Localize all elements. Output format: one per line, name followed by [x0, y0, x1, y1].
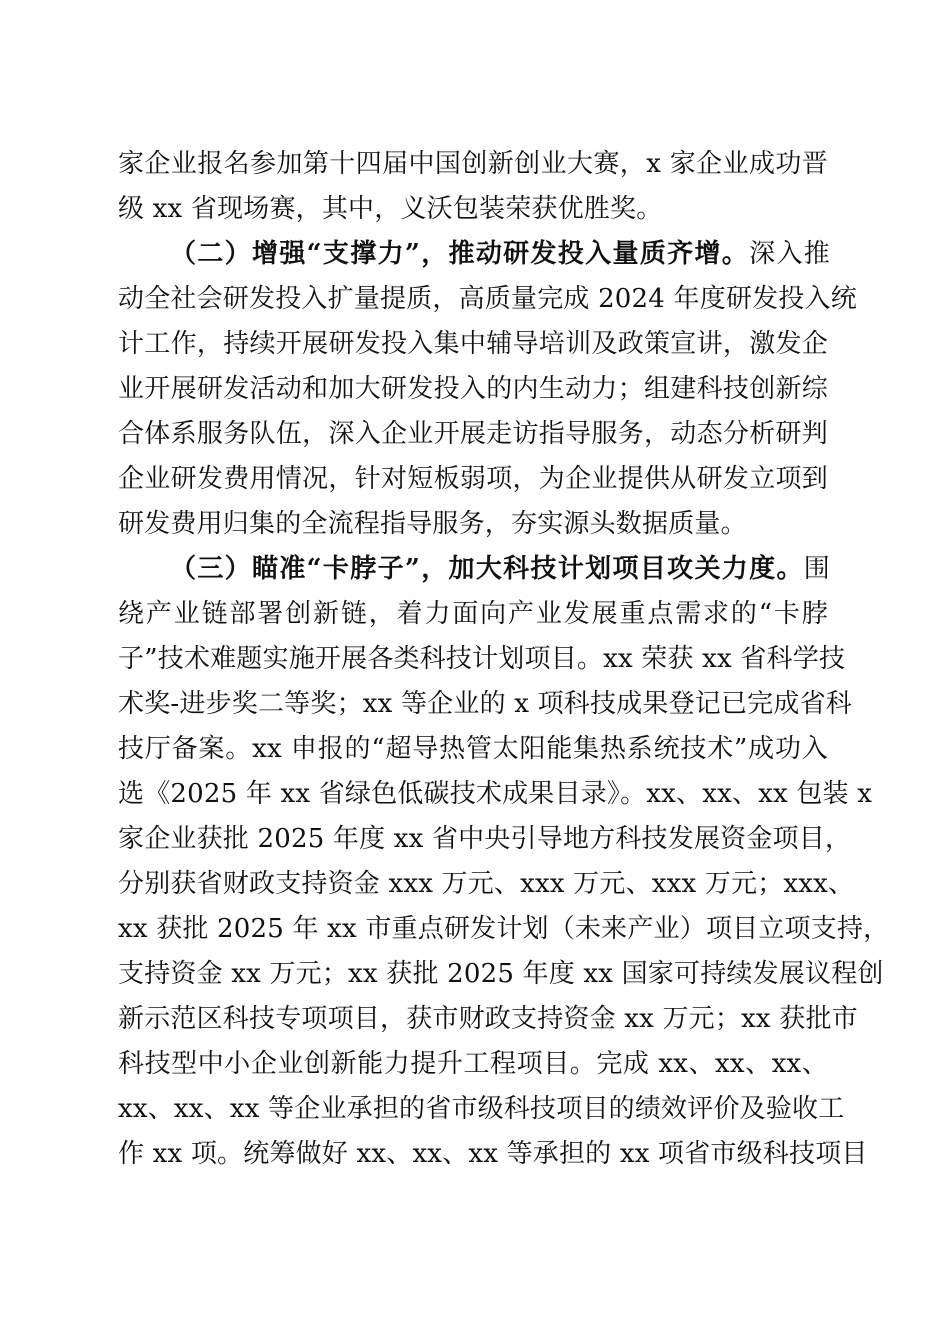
paragraph-2-heading: （二）增强“支撑力”，推动研发投入量质齐增。 [170, 239, 750, 269]
paragraph-1-line-2: 级 xx 省现场赛，其中，义沃包装荣获优胜奖。 [118, 194, 663, 224]
paragraph-3-line-4: 术奖-进步奖二等奖；xx 等企业的 x 项科技成果登记已完成省科 [118, 689, 852, 719]
paragraph-3-line-12: 科技型中小企业创新能力提升工程项目。完成 xx、xx、xx、 [118, 1049, 828, 1079]
paragraph-3-line-6: 选《2025 年 xx 省绿色低碳技术成果目录》。xx、xx、xx 包装 x [118, 779, 873, 809]
paragraph-3-line-7: 家企业获批 2025 年度 xx 省中央引导地方科技发展资金项目， [118, 824, 852, 854]
paragraph-3-line-13: xx、xx、xx 等企业承担的省市级科技项目的绩效评价及验收工 [118, 1094, 845, 1124]
paragraph-2-line-6: 企业研发费用情况，针对短板弱项，为企业提供从研发立项到 [118, 464, 828, 494]
paragraph-3-line-3: 子”技术难题实施开展各类科技计划项目。xx 荣获 xx 省科学技 [118, 644, 846, 674]
paragraph-3-heading: （三）瞄准“卡脖子”，加大科技计划项目攻关力度。 [170, 554, 804, 584]
paragraph-3-line-2: 绕产业链部署创新链，着力面向产业发展重点需求的“卡脖 [118, 599, 828, 629]
paragraph-3-line-1 [170, 549, 830, 589]
paragraph-1-line-1: 家企业报名参加第十四届中国创新创业大赛，x 家企业成功晋 [118, 149, 828, 179]
paragraph-2-line-7: 研发费用归集的全流程指导服务，夯实源头数据质量。 [118, 509, 747, 539]
paragraph-3-line-11: 新示范区科技专项项目，获市财政支持资金 xx 万元；xx 获批市 [118, 1004, 858, 1034]
paragraph-2-line-4: 业开展研发活动和加大研发投入的内生动力；组建科技创新综 [118, 374, 828, 404]
paragraph-2-line-3: 计工作，持续开展研发投入集中辅导培训及政策宣讲，激发企 [118, 329, 828, 359]
paragraph-3-line-14: 作 xx 项。统筹做好 xx、xx、xx 等承担的 xx 项省市级科技项目 [118, 1139, 868, 1169]
paragraph-2-line-1-text: 深入推 [749, 239, 830, 269]
paragraph-3-line-10: 支持资金 xx 万元；xx 获批 2025 年度 xx 国家可持续发展议程创 [118, 959, 884, 989]
paragraph-2-line-1 [170, 234, 830, 274]
paragraph-2-line-5: 合体系服务队伍，深入企业开展走访指导服务，动态分析研判 [118, 419, 828, 449]
paragraph-3-line-9: xx 获批 2025 年 xx 市重点研发计划（未来产业）项目立项支持， [118, 914, 890, 944]
paragraph-3-line-1-text: 围 [803, 554, 830, 584]
paragraph-3-line-8: 分别获省财政支持资金 xxx 万元、xxx 万元、xxx 万元；xxx、 [118, 869, 855, 899]
paragraph-3-line-5: 技厅备案。xx 申报的“超导热管太阳能集热系统技术”成功入 [118, 734, 828, 764]
paragraph-2-line-2: 动全社会研发投入扩量提质，高质量完成 2024 年度研发投入统 [118, 284, 857, 314]
